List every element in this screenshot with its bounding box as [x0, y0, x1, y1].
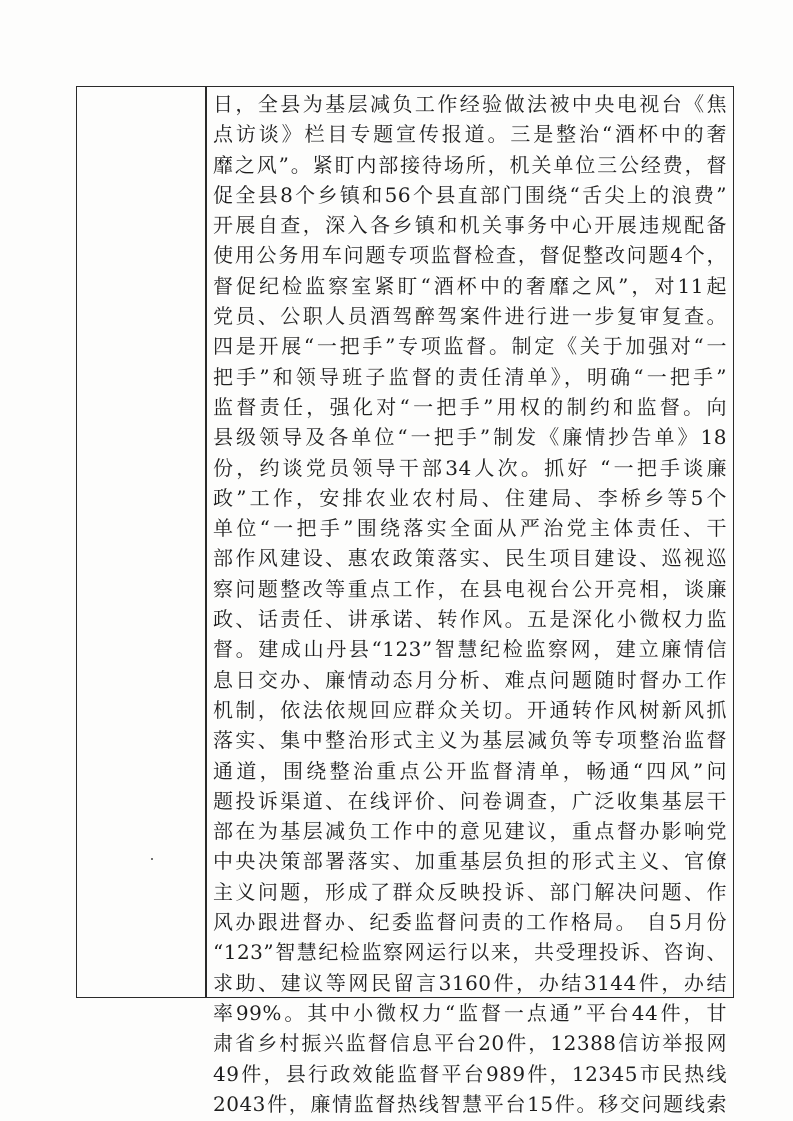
text-line: 题投诉渠道、在线评价、问卷调查，广泛收集基层干 [213, 788, 727, 813]
scan-speck [151, 858, 153, 860]
text-line: 中央决策部署落实、加重基层负担的形式主义、官僚 [213, 849, 727, 874]
text-line: 政、话责任、讲承诺、转作风。五是深化小微权力监 [213, 607, 727, 632]
text-line: 肃省乡村振兴监督信息平台20件，12388信访举报网 [213, 1031, 727, 1056]
text-line: 部作风建设、惠农政策落实、民生项目建设、巡视巡 [213, 546, 727, 571]
text-line: 使用公务用车问题专项监督检查，督促整改问题4个， [213, 243, 727, 268]
text-line: 促全县8个乡镇和56个县直部门围绕“舌尖上的浪费” [213, 182, 727, 207]
text-line: 风办跟进督办、纪委监督问责的工作格局。 自5月份 [213, 910, 727, 935]
text-line: 息日交办、廉情动态月分析、难点问题随时督办工作 [213, 667, 727, 692]
text-line: 部在为基层减负工作中的意见建议，重点督办影响党 [213, 819, 727, 844]
text-line: 政”工作，安排农业农村局、住建局、李桥乡等5个 [213, 485, 727, 510]
text-line: 份，约谈党员领导干部34人次。抓好 “一把手谈廉 [213, 455, 727, 480]
text-line: 督促纪检监察室紧盯“酒杯中的奢靡之风”，对11起 [213, 273, 727, 298]
text-line: 日，全县为基层减负工作经验做法被中央电视台《焦 [213, 92, 727, 116]
text-line: 落实、集中整治形式主义为基层减负等专项整治监督 [213, 728, 727, 753]
text-line: “123”智慧纪检监察网运行以来，共受理投诉、咨询、 [213, 940, 727, 965]
text-line: 把手”和领导班子监督的责任清单》，明确“一把手” [213, 364, 727, 389]
left-empty-cell [76, 86, 206, 998]
text-line: 监督责任，强化对“一把手”用权的制约和监督。向 [213, 394, 727, 419]
text-line: 2043件，廉情监督热线智慧平台15件。移交问题线索 [213, 1091, 727, 1116]
text-line: 察问题整改等重点工作，在县电视台公开亮相，谈廉 [213, 576, 727, 601]
text-line: 靡之风”。紧盯内部接待场所，机关单位三公经费，督 [213, 152, 727, 177]
content-cell [213, 89, 727, 1119]
text-line: 49件，县行政效能监督平台989件，12345市民热线 [213, 1061, 727, 1086]
text-line: 党员、公职人员酒驾醉驾案件进行进一步复审复查。 [213, 304, 727, 329]
text-line: 点访谈》栏目专题宣传报道。三是整治“酒杯中的奢 [213, 122, 727, 147]
text-line: 率99%。其中小微权力“监督一点通”平台44件，甘 [213, 1000, 727, 1025]
text-line: 县级领导及各单位“一把手”制发《廉情抄告单》18 [213, 425, 727, 450]
text-line: 机制，依法依规回应群众关切。开通转作风树新风抓 [213, 697, 727, 722]
text-line: 求助、建议等网民留言3160件，办结3144件，办结 [213, 970, 727, 995]
text-line: 通道，围绕整治重点公开监督清单，畅通“四风”问 [213, 758, 727, 783]
text-line: 督。建成山丹县“123”智慧纪检监察网，建立廉情信 [213, 637, 727, 662]
text-line: 四是开展“一把手”专项监督。制定《关于加强对“一 [213, 334, 727, 359]
text-line: 主义问题，形成了群众反映投诉、部门解决问题、作 [213, 879, 727, 904]
text-line: 开展自查，深入各乡镇和机关事务中心开展违规配备 [213, 213, 727, 238]
text-line: 单位“一把手”围绕落实全面从严治党主体责任、干 [213, 516, 727, 541]
